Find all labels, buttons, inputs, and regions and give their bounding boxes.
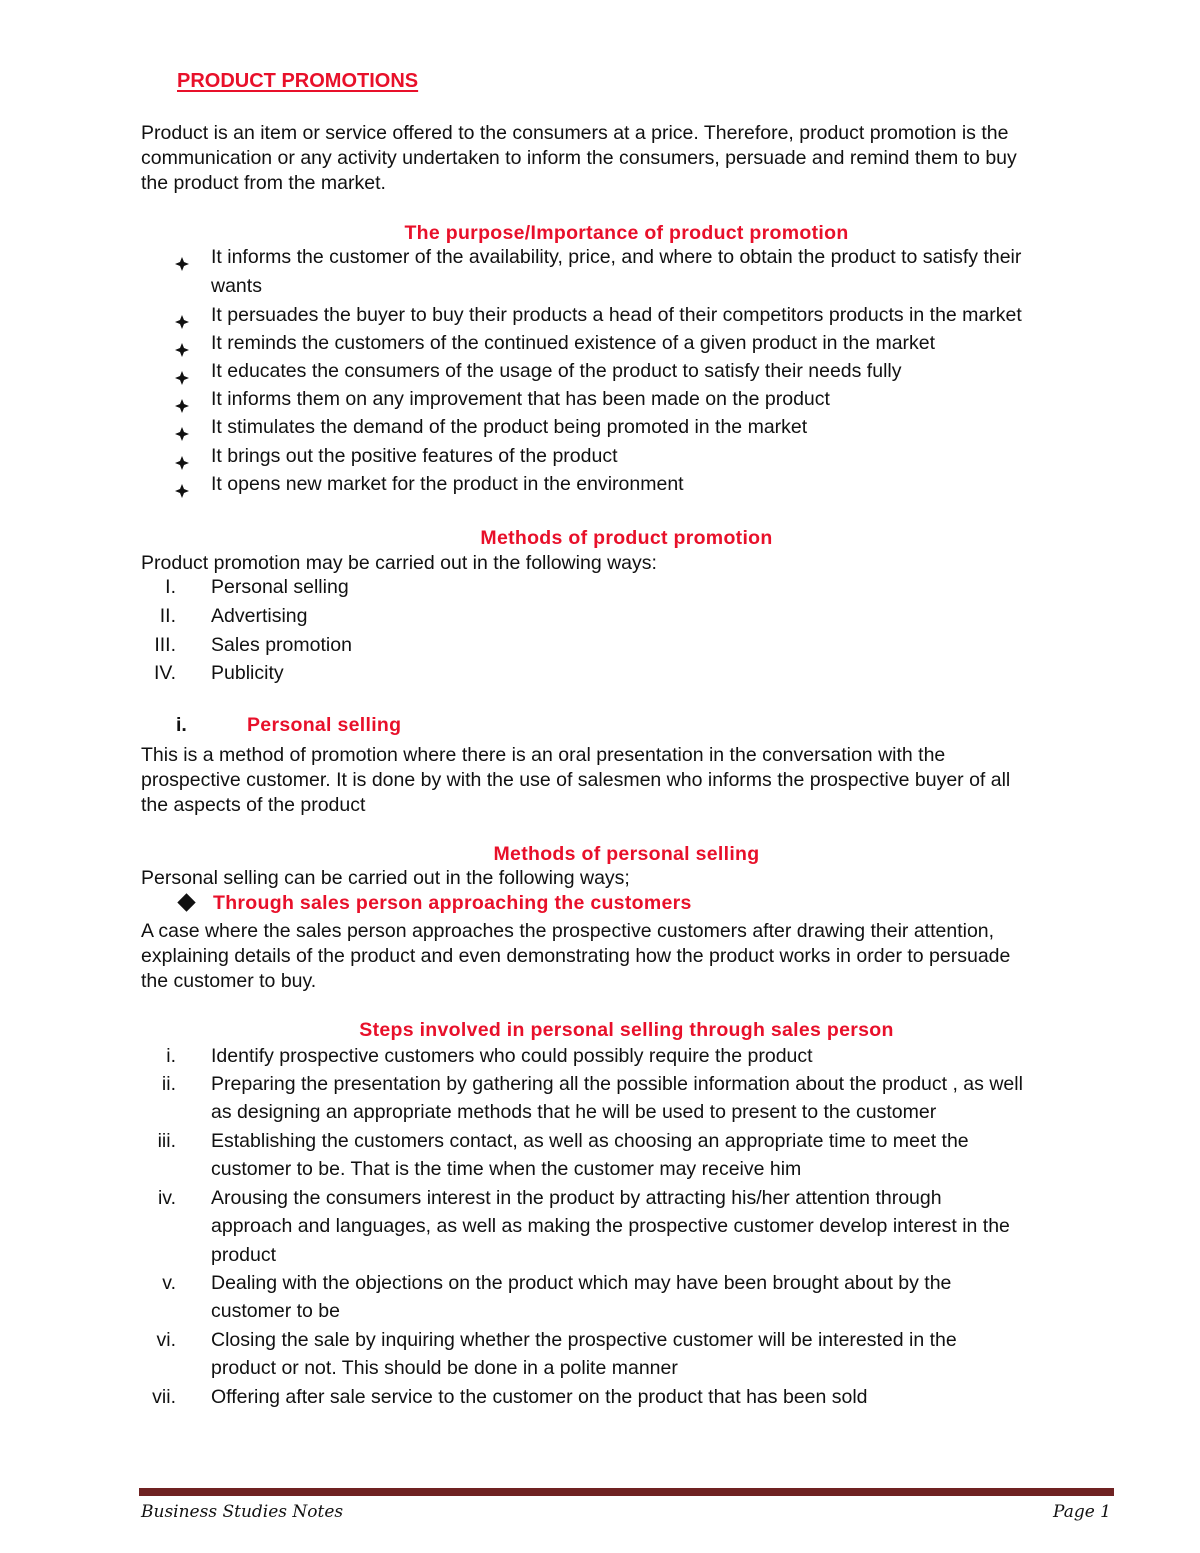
diamond-bullet-icon [175, 478, 187, 490]
step-item [0, 1127, 1200, 1155]
step-item-text: product or not. This should be done in a polite manner [211, 1357, 678, 1379]
diamond-bullet-icon [175, 309, 187, 321]
step-item-text: Establishing the customers contact, as well as choosing an appropriate time to meet the [211, 1130, 969, 1152]
step-numeral: ii. [161, 1073, 176, 1095]
step-numeral: v. [162, 1272, 176, 1294]
purpose-item [0, 470, 1200, 498]
methods-personal-line: A case where the sales person approaches the prospective customers after drawing their attention, [141, 920, 995, 942]
step-item-text: product [211, 1244, 277, 1266]
diamond-bullet-icon [175, 393, 187, 405]
step-item [0, 1155, 1200, 1183]
step-numeral: iv. [157, 1187, 176, 1209]
step-item-text: Closing the sale by inquiring whether the prospective customer will be interested in the [211, 1329, 957, 1351]
step-item-text: customer to be [211, 1300, 340, 1322]
purpose-item [0, 442, 1200, 470]
purpose-item-text: It informs them on any improvement that has been made on the product [211, 388, 830, 410]
step-item-text: as designing an appropriate methods that he will be used to present to the customer [211, 1101, 937, 1123]
step-item [0, 1269, 1200, 1297]
methods-personal-line: explaining details of the product and even demonstrating how the product works in order to persuade [141, 945, 1011, 967]
personal-selling-numeral: i. [176, 714, 187, 736]
purpose-item-text: It brings out the positive features of the product [211, 445, 618, 467]
step-item [0, 1098, 1200, 1126]
method-numeral: III. [154, 634, 176, 656]
personal-selling-heading: Personal selling [247, 714, 402, 736]
methods-heading: Methods of product promotion [480, 527, 773, 549]
diamond-bullet-icon [175, 251, 187, 263]
diamond-bullet-icon [175, 421, 187, 433]
step-item-text: customer to be. That is the time when the customer may receive him [211, 1158, 802, 1180]
step-item-text: Arousing the consumers interest in the product by attracting his/her attention through [211, 1187, 942, 1209]
step-item [0, 1326, 1200, 1354]
step-item-text: approach and languages, as well as making the prospective customer develop interest in the [211, 1215, 1010, 1237]
step-numeral: i. [166, 1045, 176, 1067]
diamond-bullet-icon [175, 337, 187, 349]
method-numeral: II. [159, 605, 176, 627]
purpose-item-text: It persuades the buyer to buy their products a head of their competitors products in the market [211, 304, 1022, 326]
purpose-item-text: It stimulates the demand of the product being promoted in the market [211, 416, 808, 438]
step-item [0, 1212, 1200, 1240]
footer-page-number: Page 1 [1053, 1502, 1111, 1522]
method-item-text: Advertising [211, 605, 308, 627]
diamond-bullet-icon [175, 450, 187, 462]
method-item [0, 631, 1200, 659]
purpose-item-text: wants [211, 275, 262, 297]
diamond-bullet-icon [175, 365, 187, 377]
footer-divider [139, 1488, 1114, 1496]
footer-left-text: Business Studies Notes [141, 1502, 344, 1522]
method-item-text: Personal selling [211, 576, 349, 598]
diamond-bullet-icon [177, 893, 195, 911]
intro-line: the product from the market. [141, 172, 386, 194]
sub-heading: Through sales person approaching the customers [213, 892, 692, 914]
purpose-item [0, 385, 1200, 413]
step-item [0, 1070, 1200, 1098]
personal-selling-line: This is a method of promotion where there is an oral presentation in the conversation with the [141, 744, 946, 766]
purpose-item [0, 357, 1200, 385]
purpose-item [0, 243, 1200, 271]
step-item [0, 1354, 1200, 1382]
purpose-item [0, 272, 1200, 300]
method-item-text: Publicity [211, 662, 284, 684]
method-item [0, 573, 1200, 601]
purpose-item-text: It reminds the customers of the continued existence of a given product in the market [211, 332, 936, 354]
step-numeral: vii. [152, 1386, 176, 1408]
purpose-item [0, 413, 1200, 441]
method-item [0, 659, 1200, 687]
step-item-text: Offering after sale service to the customer on the product that has been sold [211, 1386, 868, 1408]
purpose-item-text: It educates the consumers of the usage of the product to satisfy their needs fully [211, 360, 902, 382]
step-item [0, 1383, 1200, 1411]
purpose-heading: The purpose/Importance of product promotion [404, 222, 849, 244]
step-numeral: vi. [156, 1329, 176, 1351]
page-title: PRODUCT PROMOTIONS [177, 70, 419, 92]
personal-selling-line: prospective customer. It is done by with the use of salesmen who informs the prospective buyer of all [141, 769, 1011, 791]
purpose-item-text: It opens new market for the product in the environment [211, 473, 684, 495]
method-numeral: I. [165, 576, 176, 598]
method-item [0, 602, 1200, 630]
steps-heading: Steps involved in personal selling through sales person [359, 1019, 894, 1041]
intro-line: communication or any activity undertaken to inform the consumers, persuade and remind them to buy [141, 147, 1017, 169]
purpose-item [0, 301, 1200, 329]
intro-line: Product is an item or service offered to the consumers at a price. Therefore, product promotion is the [141, 122, 1009, 144]
step-item [0, 1297, 1200, 1325]
method-item-text: Sales promotion [211, 634, 352, 656]
purpose-item-text: It informs the customer of the availability, price, and where to obtain the product to satisfy their [211, 246, 1022, 268]
methods-personal-heading: Methods of personal selling [493, 843, 760, 865]
step-item [0, 1042, 1200, 1070]
step-item-text: Identify prospective customers who could possibly require the product [211, 1045, 813, 1067]
methods-intro: Product promotion may be carried out in the following ways: [141, 552, 657, 574]
step-item-text: Preparing the presentation by gathering all the possible information about the product , as well [211, 1073, 1023, 1095]
step-numeral: iii. [157, 1130, 176, 1152]
method-numeral: IV. [153, 662, 176, 684]
purpose-item [0, 329, 1200, 357]
step-item [0, 1241, 1200, 1269]
personal-selling-line: the aspects of the product [141, 794, 366, 816]
step-item [0, 1184, 1200, 1212]
methods-personal-line: the customer to buy. [141, 970, 317, 992]
step-item-text: Dealing with the objections on the product which may have been brought about by the [211, 1272, 952, 1294]
methods-personal-intro: Personal selling can be carried out in the following ways; [141, 867, 630, 889]
